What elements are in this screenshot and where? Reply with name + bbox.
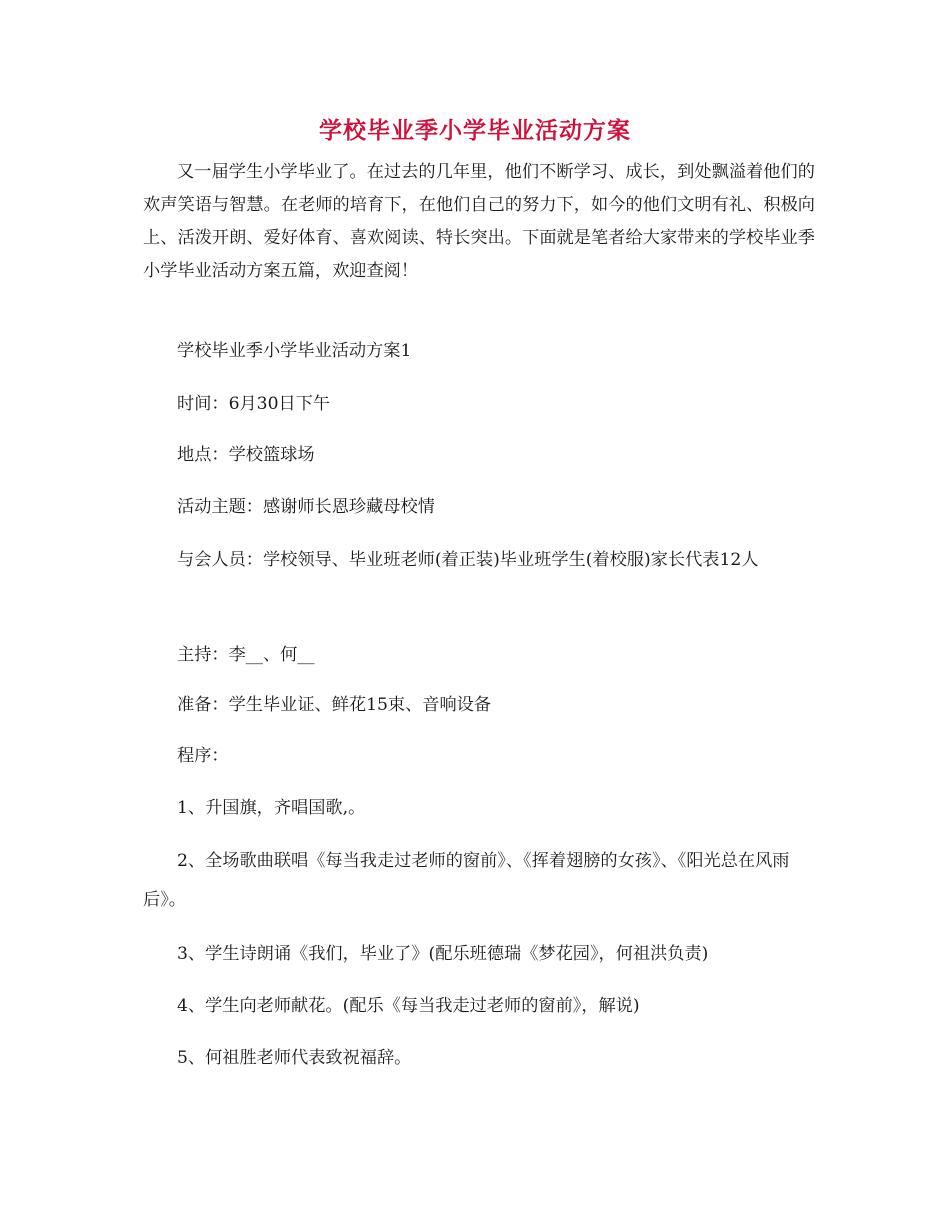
program-step: 1、升国旗，齐唱国歌,。 — [177, 798, 366, 818]
event-location: 地点：学校篮球场 — [177, 445, 315, 465]
program-step: 2、全场歌曲联唱《每当我走过老师的窗前》、《挥着翅膀的女孩》、《阳光总在风雨后》。 — [143, 851, 790, 910]
event-time: 时间：6月30日下午 — [177, 394, 331, 414]
event-host: 主持：李__、何__ — [177, 645, 315, 665]
program-label: 程序： — [177, 746, 229, 766]
program-step: 5、何祖胜老师代表致祝福辞。 — [177, 1048, 412, 1068]
event-theme: 活动主题：感谢师长恩珍藏母校情 — [177, 497, 435, 517]
section-heading: 学校毕业季小学毕业活动方案1 — [177, 341, 412, 361]
event-attendees: 与会人员：学校领导、毕业班老师(着正装)毕业班学生(着校服)家长代表12人 — [177, 550, 759, 570]
event-preparation: 准备：学生毕业证、鲜花15束、音响设备 — [177, 695, 492, 715]
program-step: 4、学生向老师献花。(配乐《每当我走过老师的窗前》，解说) — [177, 996, 640, 1016]
document-title: 学校毕业季小学毕业活动方案 — [319, 118, 631, 144]
program-step: 3、学生诗朗诵《我们，毕业了》(配乐班德瑞《梦花园》，何祖洪负责) — [177, 944, 709, 964]
intro-paragraph: 又一届学生小学毕业了。在过去的几年里，他们不断学习、成长，到处飘溢着他们的欢声笑语与智慧。在老师的培育下，在他们自己的努力下，如今的他们文明有礼、积极向上、活泼开朗、爱好体育、喜欢阅读、特长突出。下面就是笔者给大家带来的学校毕业季小学毕业活动方案五篇，欢迎查阅！ — [143, 162, 815, 281]
